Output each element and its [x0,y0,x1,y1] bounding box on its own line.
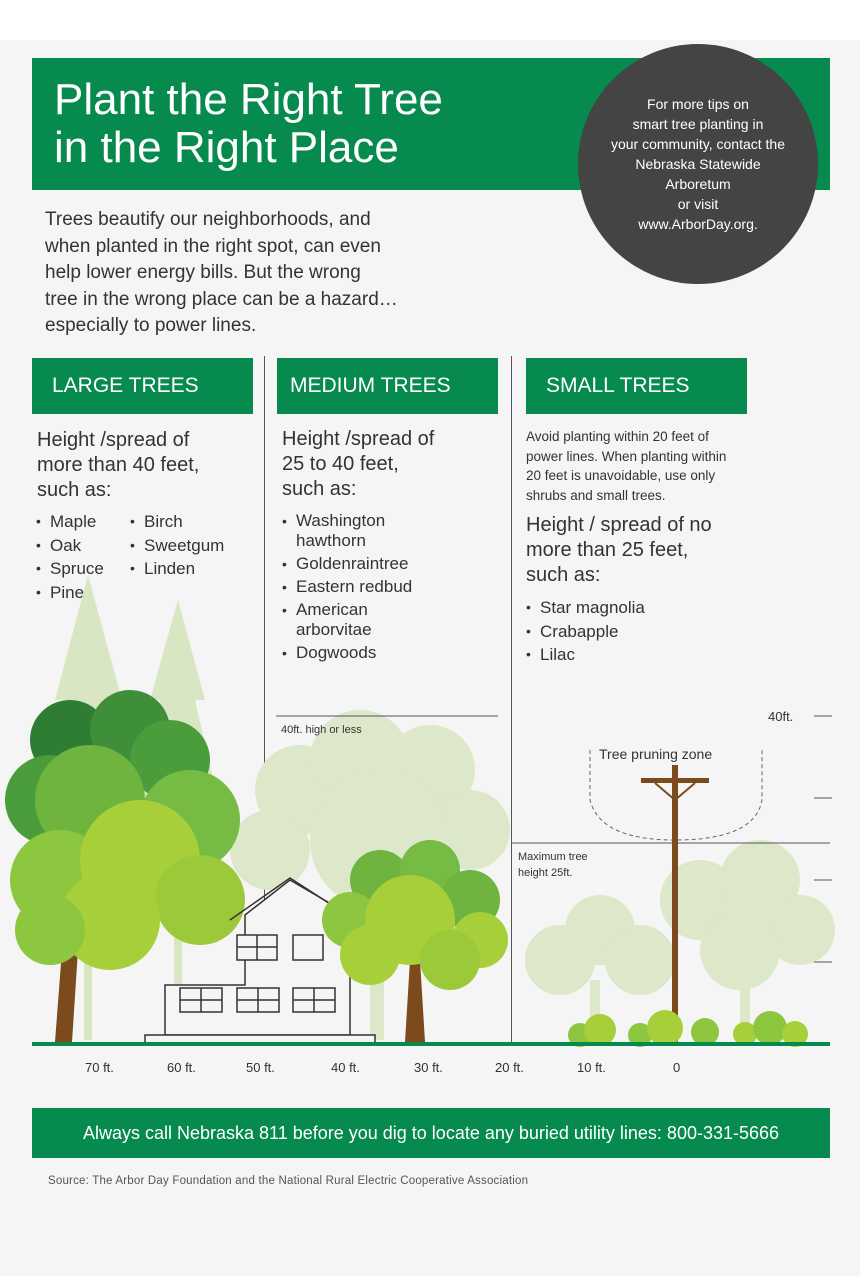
top-strip [0,0,860,40]
list-item: • American arborvitae [282,600,412,640]
shrubs [568,1010,808,1047]
dig-safe-banner [32,1108,830,1158]
list-item: • Linden [130,557,224,581]
axis-tick-label: 60 ft. [167,1060,196,1075]
small-trees-note: Avoid planting within 20 feet of power lines. When planting within 20 feet is unavoidable, use only shrubs and small trees. [526,429,727,503]
axis-tick-label: 70 ft. [85,1060,114,1075]
small-trees-height: Height / spread of no more than 25 feet, such as: [526,514,712,586]
list-item: • Sweetgum [130,534,224,558]
list-item: • Dogwoods [282,643,412,663]
medium-trees-height: Height /spread of 25 to 40 feet, such as: [282,428,435,500]
axis-tick-label: 40 ft. [331,1060,360,1075]
large-trees-height: Height /spread of more than 40 feet, such as: [37,429,200,501]
ground-line [32,1042,830,1046]
list-item: • Spruce [36,557,104,581]
tree-illustration [0,560,860,1060]
small-trees-heading-label: SMALL TREES [546,374,690,397]
large-trees-heading-label: LARGE TREES [52,374,199,397]
list-item: • Eastern redbud [282,577,412,597]
list-item: • Crabapple [526,620,645,644]
medium-limit-label: 40ft. high or less [281,724,362,736]
small-trees-heading [526,358,747,414]
page-title: Plant the Right Tree in the Right Place [54,75,443,172]
list-item: • Star magnolia [526,596,645,620]
source-citation: Source: The Arbor Day Foundation and the National Rural Electric Cooperative Association [48,1175,529,1187]
list-item: • Lilac [526,643,645,667]
axis-tick-label: 30 ft. [414,1060,443,1075]
top-height-label: 40ft. [768,709,794,724]
list-item: • Maple [36,510,104,534]
list-item: • Pine [36,581,104,605]
axis-tick-label: 20 ft. [495,1060,524,1075]
list-item: • Washington hawthorn [282,511,412,551]
list-item: • Goldenraintree [282,554,412,574]
dig-safe-banner-text: Always call Nebraska 811 before you dig to locate any buried utility lines: 800-331-5666 [82,1122,780,1143]
axis-tick-label: 10 ft. [577,1060,606,1075]
list-item: • Birch [130,510,224,534]
axis-tick-label: 50 ft. [246,1060,275,1075]
list-item: • Oak [36,534,104,558]
large-trees-heading [32,358,253,414]
pruning-zone-label: Tree pruning zone [599,746,713,762]
axis-tick-label: 0 [673,1060,681,1075]
medium-trees-heading-label: MEDIUM TREES [290,374,451,397]
medium-trees-heading [277,358,498,414]
intro-text: Trees beautify our neighborhoods, and when planted in the right spot, can even help lower energy bills. But the wrong tree in the wrong place can be a hazard… especially to power lines. [45,209,398,336]
info-circle-text: For more tips on smart tree planting in your community, contact the Nebraska Statewide Arboretum or visit www.ArborDay.org. [610,96,786,232]
max-height-label: Maximum tree height 25ft. [518,851,588,879]
info-circle [578,44,818,284]
